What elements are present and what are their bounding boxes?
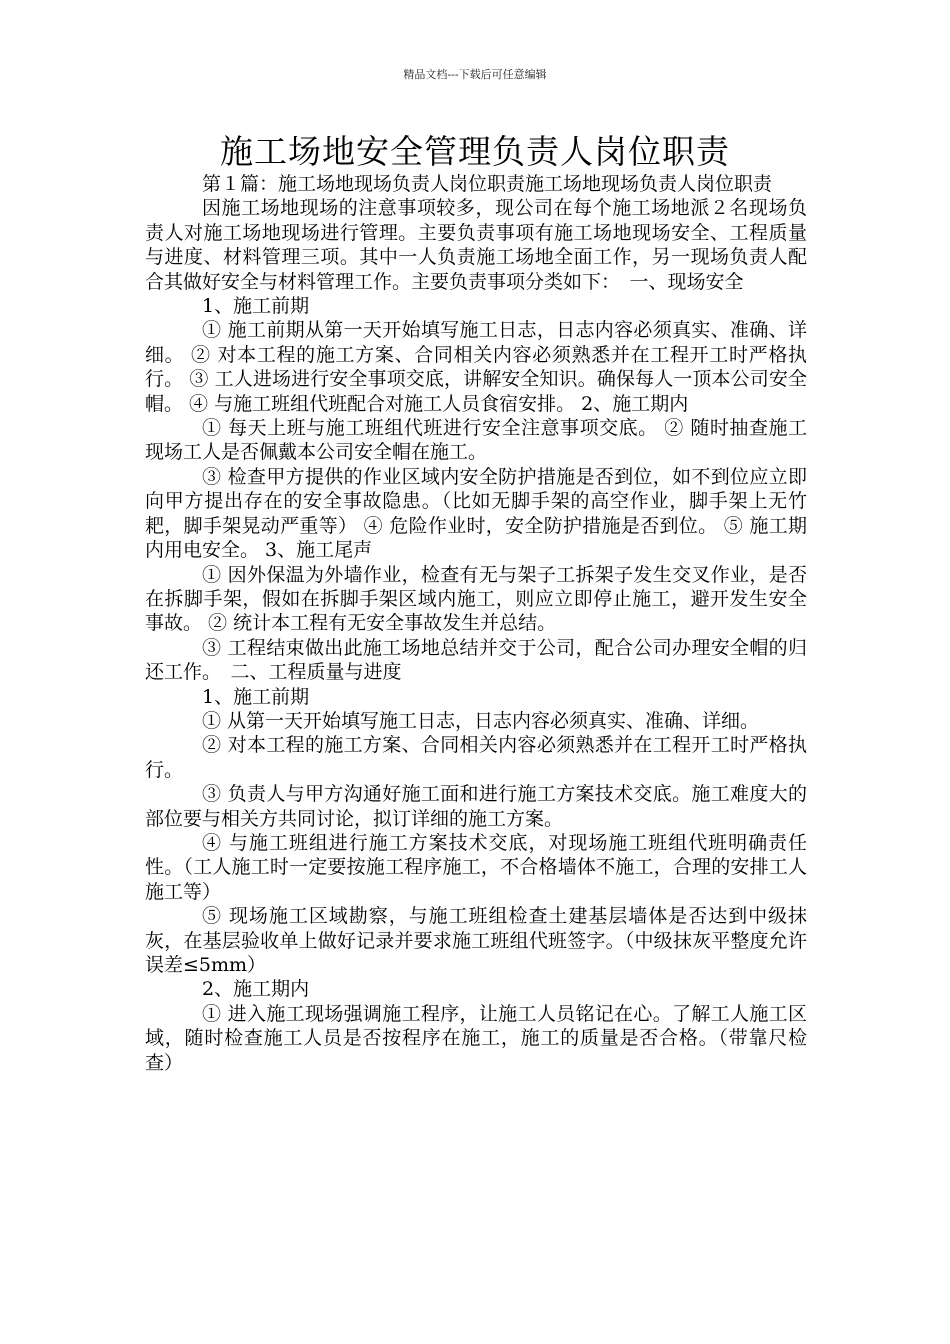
paragraph: ① 因外保温为外墙作业，检查有无与架子工拆架子发生交叉作业，是否在拆脚手架，假如在拆脚手架区域内施工，则应立即停止施工，避开发生安全事故。 ② 统计本工程有无安全事故发生并总结。 [145,563,807,635]
paragraph: 2、施工期内 [202,978,310,1001]
paragraph: ① 从第一天开始填写施工日志，日志内容必须真实、准确、详细。 [202,709,760,732]
paragraph: ① 每天上班与施工班组代班进行安全注意事项交底。 ② 随时抽查施工现场工人是否佩戴本公司安全帽在施工。 [145,417,807,464]
paragraph: 1、施工前期 [202,295,310,318]
paragraph: 第１篇：施工场地现场负责人岗位职责施工场地现场负责人岗位职责 [202,173,773,195]
paragraph: 1、施工前期 [202,685,310,708]
document-title: 施工场地安全管理负责人岗位职责 [220,132,730,171]
page-header-note: 精品文档---下载后可任意编辑 [403,68,547,81]
paragraph: ③ 检查甲方提供的作业区域内安全防护措施是否到位，如不到位应立即向甲方提出存在的安全事故隐患。（比如无脚手架的高空作业，脚手架上无竹耙，脚手架晃动严重等） ④ 危险作业时，安全防护措施是否到位。 ⑤ 施工期内用电安全。 3、施工尾声 [145,465,807,562]
paragraph: ① 施工前期从第一天开始填写施工日志，日志内容必须真实、准确、详细。 ② 对本工程的施工方案、合同相关内容必须熟悉并在工程开工时严格执行。 ③ 工人进场进行安全事项交底，讲解安全知识。确保每人一顶本公司安全帽。 ④ 与施工班组代班配合对施工人员食宿安排。 2、施工期内 [145,319,807,415]
paragraph: 因施工场地现场的注意事项较多，现公司在每个施工场地派２名现场负责人对施工场地现场进行管理。主要负责事项有施工场地现场安全、工程质量与进度、材料管理三项。其中一人负责施工场地全面工作，另一现场负责人配合其做好安全与材料管理工作。主要负责事项分类如下： 一、现场安全 [145,197,807,293]
paragraph: ③ 工程结束做出此施工场地总结并交于公司，配合公司办理安全帽的归还工作。 二、工程质量与进度 [145,636,807,684]
paragraph: ④ 与施工班组进行施工方案技术交底，对现场施工班组代班明确责任性。（工人施工时一定要按施工程序施工，不合格墙体不施工，合理的安排工人施工等） [145,831,807,903]
paragraph: ① 进入施工现场强调施工程序，让施工人员铭记在心。了解工人施工区域，随时检查施工人员是否按程序在施工，施工的质量是否合格。（带靠尺检查） [145,1002,807,1074]
paragraph: ⑤ 现场施工区域勘察，与施工班组检查土建基层墙体是否达到中级抹灰，在基层验收单上做好记录并要求施工班组代班签字。（中级抹灰平整度允许误差≤5mm） [145,905,807,976]
paragraph: ③ 负责人与甲方沟通好施工面和进行施工方案技术交底。施工难度大的部位要与相关方共同讨论，拟订详细的施工方案。 [145,783,807,830]
document-body [145,172,807,1075]
paragraph: ② 对本工程的施工方案、合同相关内容必须熟悉并在工程开工时严格执行。 [145,734,807,781]
